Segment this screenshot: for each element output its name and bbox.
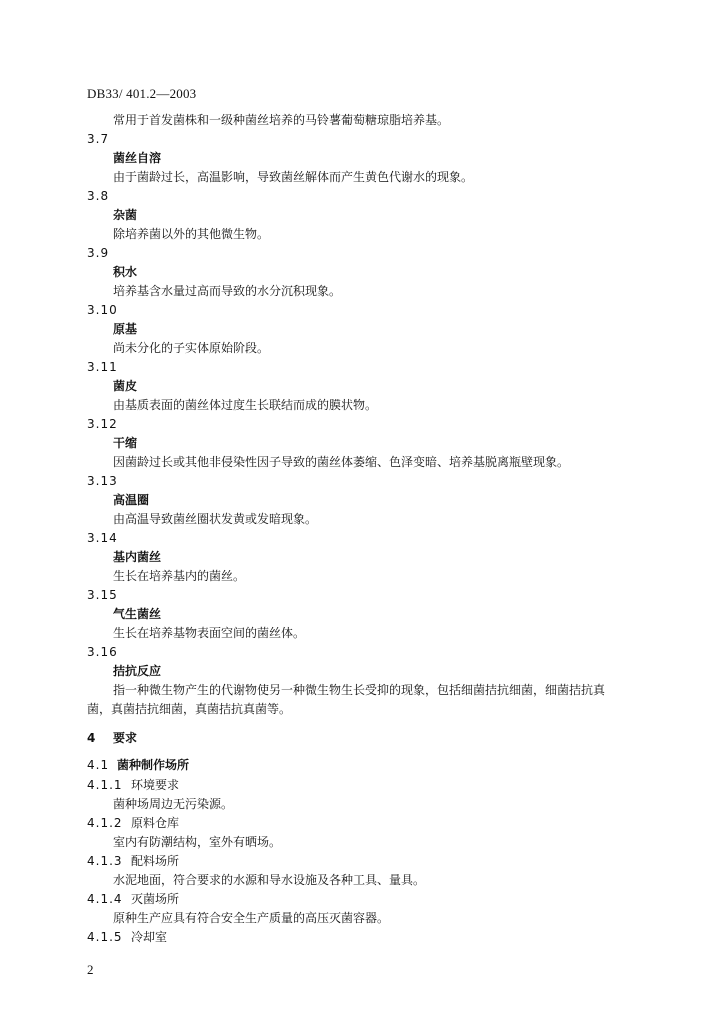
term-number: 3.12 bbox=[87, 417, 118, 431]
page-number: 2 bbox=[87, 962, 94, 977]
clause-heading bbox=[87, 853, 179, 869]
term-number: 3.13 bbox=[87, 474, 118, 488]
clause-title: 环境要求 bbox=[131, 778, 180, 792]
term-number: 3.15 bbox=[87, 588, 118, 602]
clause-number: 4.1.1 bbox=[87, 778, 123, 792]
clause-title: 原料仓库 bbox=[131, 816, 180, 830]
term-definition: 除培养菌以外的其他微生物。 bbox=[113, 227, 270, 241]
term-number: 3.16 bbox=[87, 645, 118, 659]
clause-number: 4.1.4 bbox=[87, 892, 123, 906]
clause-heading bbox=[87, 815, 179, 831]
term-title: 菌丝自溶 bbox=[113, 151, 162, 165]
term-number: 3.8 bbox=[87, 189, 110, 203]
subsection-title: 菌种制作场所 bbox=[117, 758, 190, 772]
term-number: 3.14 bbox=[87, 531, 118, 545]
term-title: 高温圈 bbox=[113, 493, 150, 507]
term-title: 基内菌丝 bbox=[113, 550, 162, 564]
term-definition: 因菌龄过长或其他非侵染性因子导致的菌丝体萎缩、色泽变暗、培养基脱离瓶壁现象。 bbox=[113, 455, 570, 469]
clause-number: 4.1.2 bbox=[87, 816, 123, 830]
term-title: 拮抗反应 bbox=[113, 664, 162, 678]
term-number: 3.10 bbox=[87, 303, 118, 317]
clause-number: 4.1.5 bbox=[87, 930, 123, 944]
term-title: 积水 bbox=[113, 265, 138, 279]
term-title: 原基 bbox=[113, 322, 138, 336]
term-title: 菌皮 bbox=[113, 379, 138, 393]
clause-text: 室内有防潮结构，室外有晒场。 bbox=[113, 835, 282, 849]
term-definition-continued: 菌，真菌拮抗细菌，真菌拮抗真菌等。 bbox=[87, 702, 292, 716]
clause-number: 4.1.3 bbox=[87, 854, 123, 868]
term-title: 杂菌 bbox=[113, 208, 138, 222]
clause-title: 配料场所 bbox=[131, 854, 180, 868]
term-title: 气生菌丝 bbox=[113, 607, 162, 621]
clause-heading bbox=[87, 929, 167, 945]
section-number: 4 bbox=[87, 731, 96, 745]
clause-title: 灭菌场所 bbox=[131, 892, 180, 906]
term-definition: 尚未分化的子实体原始阶段。 bbox=[113, 341, 270, 355]
term-definition: 生长在培养基物表面空间的菌丝体。 bbox=[113, 626, 306, 640]
clause-heading bbox=[87, 891, 179, 907]
term-definition: 由于菌龄过长，高温影响，导致菌丝解体而产生黄色代谢水的现象。 bbox=[113, 170, 474, 184]
term-definition: 培养基含水量过高而导致的水分沉积现象。 bbox=[113, 284, 342, 298]
term-title: 干缩 bbox=[113, 436, 138, 450]
clause-text: 菌种场周边无污染源。 bbox=[113, 797, 234, 811]
term-definition: 由高温导致菌丝圈状发黄或发暗现象。 bbox=[113, 512, 318, 526]
term-definition: 指一种微生物产生的代谢物使另一种微生物生长受抑的现象，包括细菌拮抗细菌，细菌拮抗真 bbox=[113, 683, 606, 697]
section-title: 要求 bbox=[113, 731, 138, 745]
subsection-heading bbox=[87, 757, 189, 773]
clause-text: 原种生产应具有符合安全生产质量的高压灭菌容器。 bbox=[113, 911, 390, 925]
clause-title: 冷却室 bbox=[131, 930, 168, 944]
clause-heading bbox=[87, 777, 179, 793]
term-definition: 生长在培养基内的菌丝。 bbox=[113, 569, 246, 583]
intro-text: 常用于首发菌株和一级种菌丝培养的马铃薯葡萄糖琼脂培养基。 bbox=[113, 113, 450, 127]
term-number: 3.11 bbox=[87, 360, 118, 374]
document-header-id: DB33/ 401.2—2003 bbox=[87, 86, 197, 101]
clause-text: 水泥地面，符合要求的水源和导水设施及各种工具、量具。 bbox=[113, 873, 426, 887]
subsection-number: 4.1 bbox=[87, 758, 110, 772]
term-number: 3.7 bbox=[87, 132, 110, 146]
section-heading bbox=[87, 730, 137, 746]
term-number: 3.9 bbox=[87, 246, 110, 260]
term-definition: 由基质表面的菌丝体过度生长联结而成的膜状物。 bbox=[113, 398, 378, 412]
